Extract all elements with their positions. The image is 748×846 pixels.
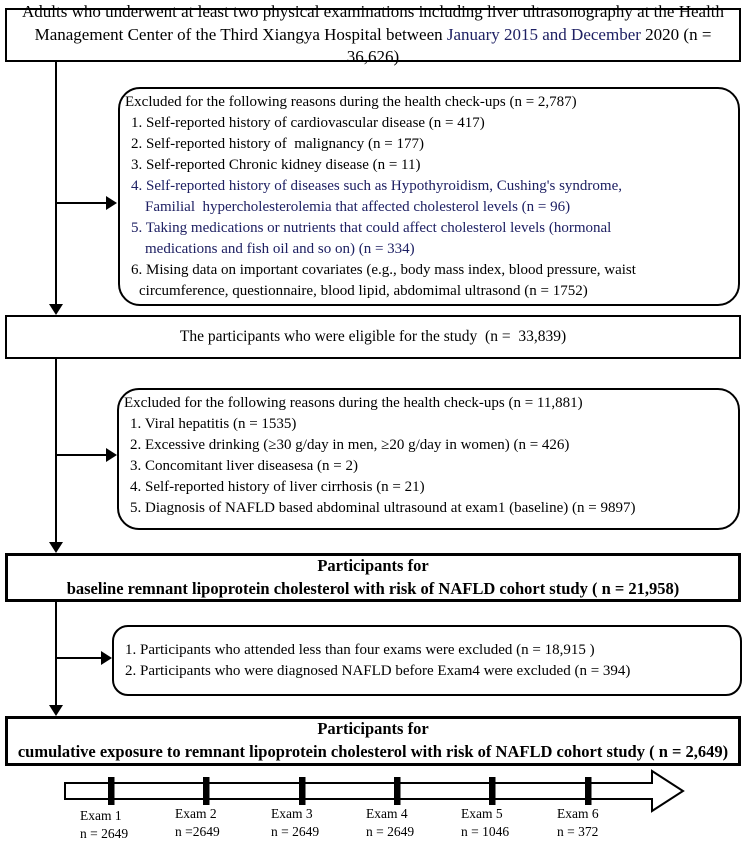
exam-name: Exam 4 [366,806,408,821]
branch-hline-3 [56,657,101,659]
connector-vline-2 [55,359,57,542]
down-arrowhead-2 [49,542,63,553]
final-box-line1: Participants for [317,719,429,739]
exam-label-6 [557,805,647,840]
baseline-cohort-box [5,553,741,602]
exclusion2-item-4: 4. Self-reported history of liver cirrhosis (n = 21) [130,479,425,495]
exam-name: Exam 1 [80,808,122,823]
exam-name: Exam 5 [461,806,503,821]
timeline-tick [108,777,115,805]
exam-count: n = 2649 [80,825,129,841]
exclusion-box-3 [112,625,742,696]
exclusion1-item-6: 6. Mising data on important covariates (e.g., body mass index, blood pressure, waist [131,262,636,278]
exclusion-box-1 [118,87,740,306]
exam-label-1 [80,807,170,842]
connector-vline-1 [55,62,57,304]
exam-label-3 [271,805,361,840]
exam-count: n =2649 [175,823,220,839]
down-arrowhead-1 [49,304,63,315]
timeline-tick [585,777,592,805]
exam-name: Exam 6 [557,806,599,821]
right-arrowhead-3 [101,651,112,665]
exclusion-box-2 [117,388,740,530]
eligible-box [5,315,741,359]
top-box-line1: Adults who underwent at least two physical examinations including liver ultrasonography at the Health [21,2,725,22]
exclusion2-header: Excluded for the following reasons during the health check-ups (n = 11,881) [124,395,583,411]
exam-label-5 [461,805,551,840]
exclusion1-item-5-cont: medications and fish oil and so on) (n = 334) [145,241,415,257]
final-cohort-box [5,716,741,766]
eligible-box-text: The participants who were eligible for the study (n = 33,839) [179,328,567,345]
exam-count: n = 2649 [271,823,320,839]
exclusion2-item-3: 3. Concomitant liver diseasesa (n = 2) [130,458,358,474]
exam-name: Exam 3 [271,806,313,821]
exclusion1-item-2: 2. Self-reported history of malignancy (n = 177) [131,136,424,152]
final-box-line2: cumulative exposure to remnant lipoprotein cholesterol with risk of NAFLD cohort study ( n = 2,649) [17,742,729,761]
exam-label-2 [175,805,265,840]
exclusion3-item-2: 2. Participants who were diagnosed NAFLD before Exam4 were excluded (n = 394) [125,663,631,679]
exclusion2-item-2: 2. Excessive drinking (≥30 g/day in men, ≥20 g/day in women) (n = 426) [130,437,570,453]
exclusion3-item-1: 1. Participants who attended less than four exams were excluded (n = 18,915 ) [125,642,595,658]
right-arrowhead-2 [106,448,117,462]
exclusion1-item-1: 1. Self-reported history of cardiovascular disease (n = 417) [131,115,485,131]
right-arrowhead-1 [106,196,117,210]
exclusion1-item-3: 3. Self-reported Chronic kidney disease (n = 11) [131,157,421,173]
down-arrowhead-3 [49,705,63,716]
exam-label-4 [366,805,456,840]
top-box-line2-navy: January 2015 and December [446,24,641,44]
branch-hline-2 [56,454,106,456]
top-box-line2 [7,24,739,69]
timeline-tick [299,777,306,805]
exam-count: n = 372 [557,823,599,839]
timeline-tick [489,777,496,805]
exclusion1-item-4-cont: Familial hypercholesterolemia that affected cholesterol levels (n = 96) [145,199,571,215]
exclusion1-header: Excluded for the following reasons during the health check-ups (n = 2,787) [125,94,577,110]
baseline-box-line1: Participants for [317,555,429,575]
exam-count: n = 2649 [366,823,415,839]
exclusion1-item-6-cont: circumference, questionnaire, blood lipid, abdomimal ultrasond (n = 1752) [139,283,588,299]
exam-name: Exam 2 [175,806,217,821]
exclusion1-item-4: 4. Self-reported history of diseases such as Hypothyroidism, Cushing's syndrome, [131,178,622,194]
branch-hline-1 [56,202,106,204]
timeline-tick [203,777,210,805]
top-box-line2-black2: 2020 (n = 36,626) [346,24,716,67]
exclusion2-item-5: 5. Diagnosis of NAFLD based abdominal ultrasound at exam1 (baseline) (n = 9897) [130,500,636,516]
baseline-box-line2: baseline remnant lipoprotein cholesterol with risk of NAFLD cohort study ( n = 21,958) [66,578,680,598]
exclusion1-item-5: 5. Taking medications or nutrients that could affect cholesterol levels (hormonal [131,220,612,236]
top-box [5,2,741,67]
connector-vline-3 [55,602,57,705]
timeline-tick [394,777,401,805]
exam-count: n = 1046 [461,823,510,839]
top-box-line2-black1: Management Center of the Third Xiangya Hospital between [34,24,447,44]
exclusion2-item-1: 1. Viral hepatitis (n = 1535) [130,416,297,432]
